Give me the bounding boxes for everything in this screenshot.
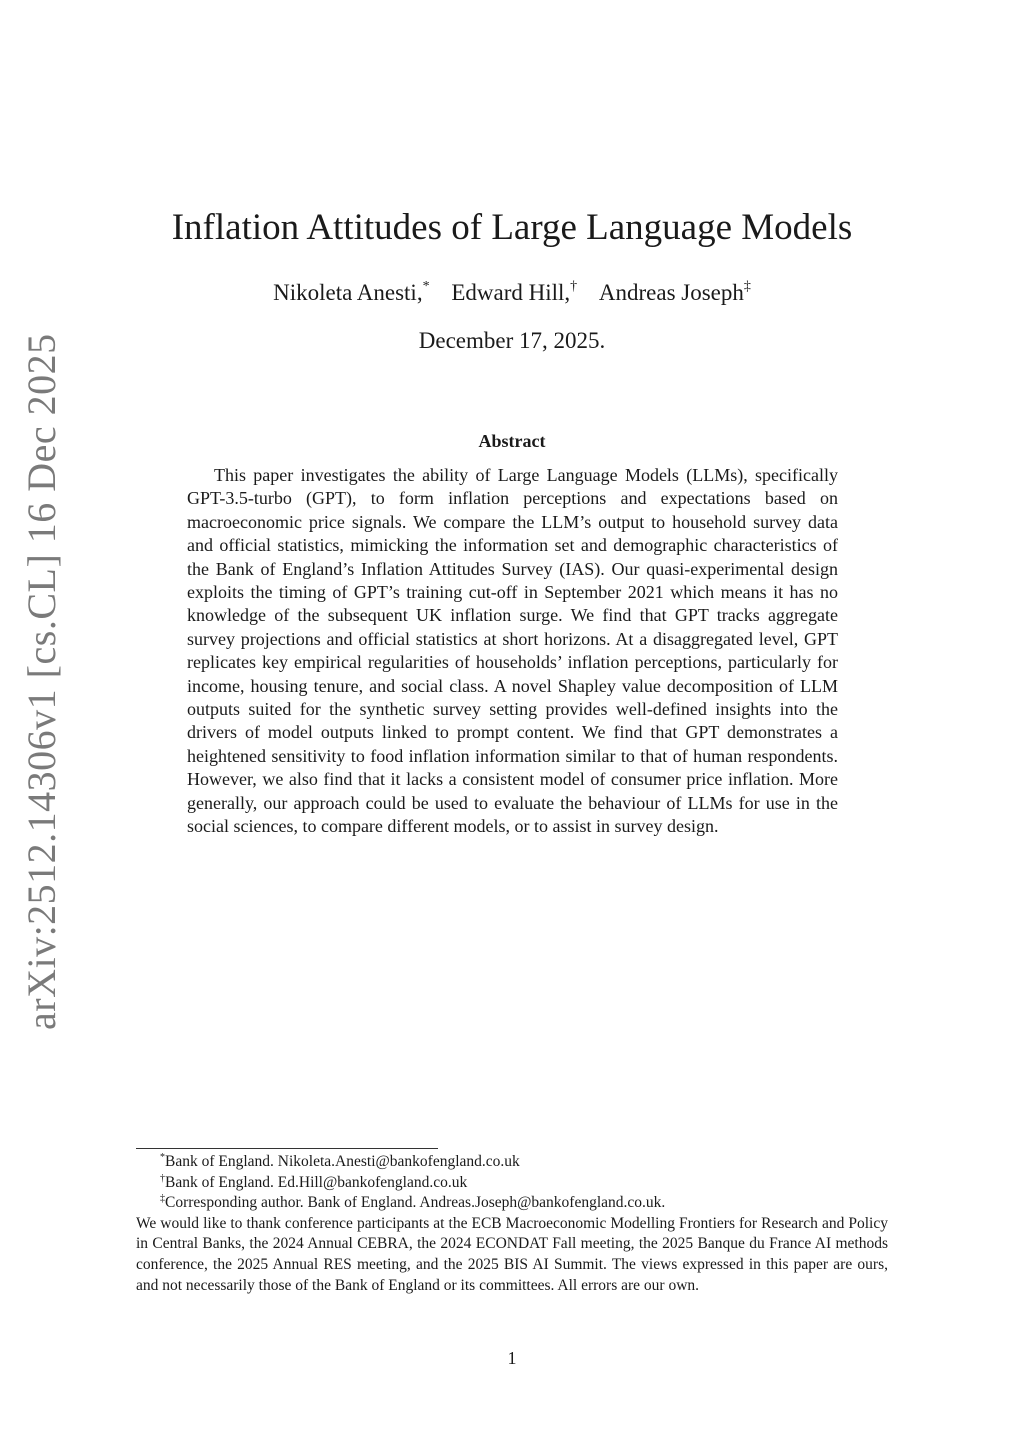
- footnote-mark: ‡: [160, 1193, 165, 1205]
- author-name: Nikoleta Anesti,: [273, 280, 423, 305]
- page-number: 1: [507, 1348, 517, 1368]
- abstract-heading: Abstract: [478, 431, 546, 451]
- author-name: Edward Hill,: [451, 280, 571, 305]
- paper-date: December 17, 2025.: [418, 328, 606, 353]
- acknowledgement-text: We would like to thank conference participants at the ECB Macroeconomic Modelling Frontiers for Research and Policy in Central Banks, the 2024 Annual CEBRA, the 2024 ECONDAT Fall meeting, the 2025 Banque du France AI methods conference, the 2025 Annual RES meeting, and the 2025 BIS AI Summit. The views expressed in this paper are ours, and not necessarily those of the Bank of England or its committees. All errors are our own.: [136, 1214, 888, 1294]
- footnote-1: [136, 1152, 888, 1173]
- author-footnote-mark: ‡: [743, 279, 751, 294]
- abstract-text: This paper investigates the ability of Large Language Models (LLMs), specifically GPT-3.5-turbo (GPT), to form inflation perceptions and expectations based on macroeconomic price signals. We compare the LLM’s output to household survey data and official statistics, mimicking the information set and demographic characteristics of the Bank of England’s Inflation Attitudes Survey (IAS). Our quasi-experimental design exploits the timing of GPT’s training cut-off in September 2021 which means it has no knowledge of the subsequent UK inflation surge. We find that GPT tracks aggregate survey projections and official statistics at short horizons. At a disaggregated level, GPT replicates key empirical regularities of households’ inflation perceptions, particularly for income, housing tenure, and social class. A novel Shapley value decomposition of LLM outputs suited for the synthetic survey setting provides well-defined insights into the drivers of model outputs linked to prompt content. We find that GPT demonstrates a heightened sensitivity to food inflation information similar to that of human respondents. However, we also find that it lacks a consistent model of consumer price inflation. More generally, our approach could be used to evaluate the behaviour of LLMs for use in the social sciences, to compare different models, or to assist in survey design.: [187, 465, 838, 837]
- footnote-2: [136, 1173, 888, 1194]
- footnote-text: Corresponding author. Bank of England. Andreas.Joseph@bankofengland.co.uk.: [165, 1194, 666, 1212]
- author-1: [273, 280, 429, 305]
- author-2: [451, 280, 577, 305]
- author-name: Andreas Joseph: [598, 280, 744, 305]
- author-footnote-mark: *: [422, 279, 430, 294]
- author-3: [599, 280, 751, 305]
- footnotes: [136, 1152, 888, 1296]
- footnote-mark: *: [160, 1152, 165, 1163]
- author-list: [0, 278, 1024, 308]
- arxiv-identifier: arXiv:2512.14306v1 [cs.CL] 16 Dec 2025: [19, 333, 64, 1030]
- footnote-text: Bank of England. Ed.Hill@bankofengland.co.uk: [165, 1173, 468, 1191]
- paper-title: Inflation Attitudes of Large Language Models: [171, 207, 853, 248]
- author-footnote-mark: †: [570, 279, 578, 294]
- footnote-text: Bank of England. Nikoleta.Anesti@bankofengland.co.uk: [165, 1153, 520, 1170]
- footnote-divider: [136, 1148, 438, 1149]
- footnote-3: [136, 1193, 888, 1214]
- footnote-mark: †: [160, 1172, 165, 1184]
